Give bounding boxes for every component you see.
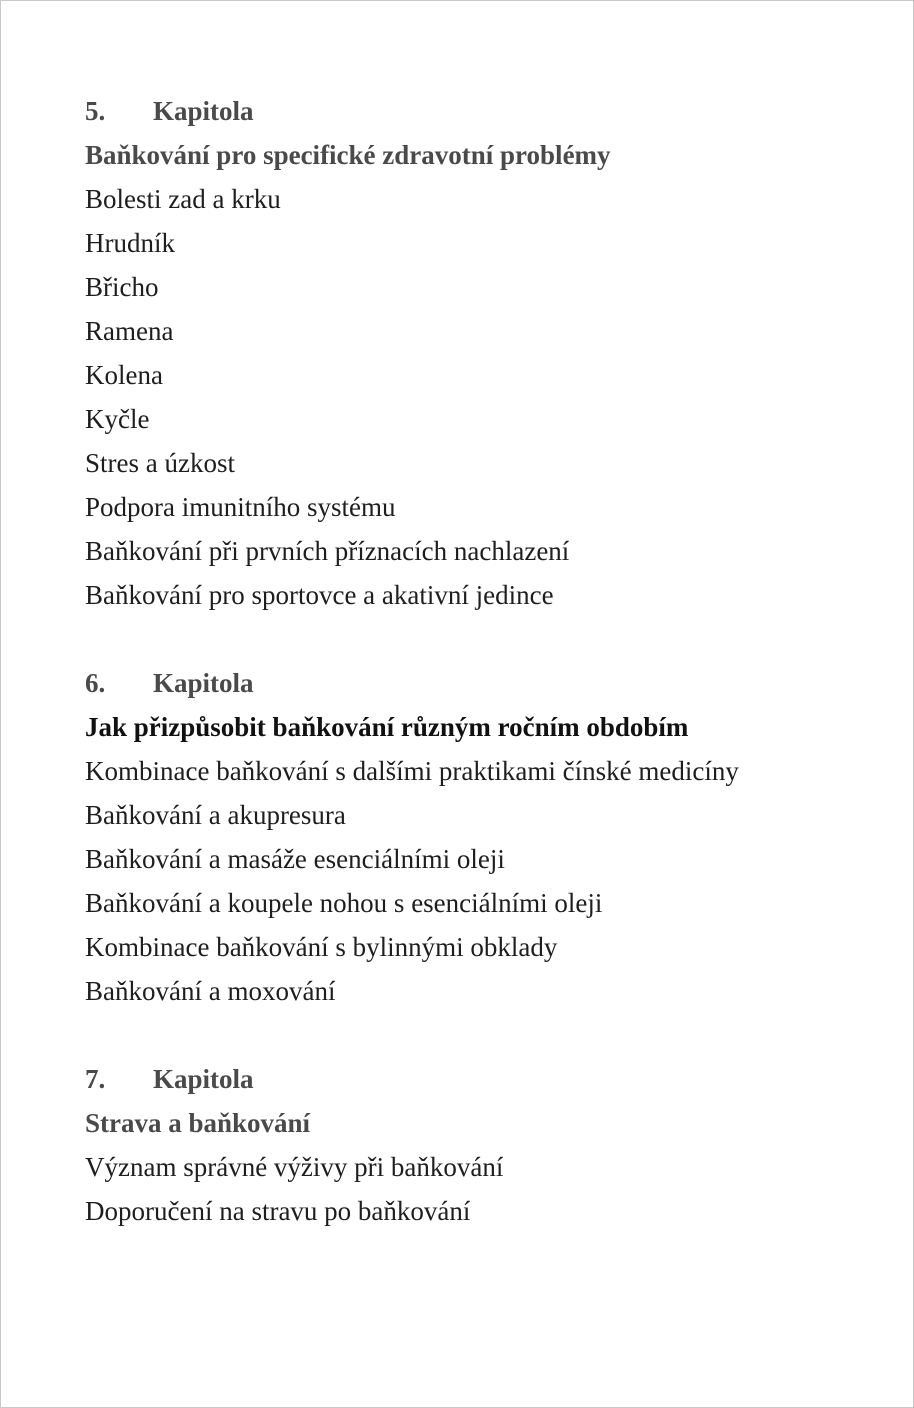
toc-entry: Kyčle bbox=[85, 404, 150, 434]
toc-entry: Kombinace baňkování s dalšími praktikami čínské medicíny bbox=[85, 756, 739, 786]
toc-entry: Význam správné výživy při baňkování bbox=[85, 1152, 504, 1182]
toc-entry: Podpora imunitního systému bbox=[85, 492, 396, 522]
table-of-contents bbox=[85, 89, 865, 1277]
toc-entry: Bolesti zad a krku bbox=[85, 184, 281, 214]
chapter-label: Kapitola bbox=[153, 668, 254, 698]
chapter-title: Jak přizpůsobit baňkování různým ročním obdobím bbox=[85, 712, 689, 742]
toc-entry: Břicho bbox=[85, 272, 159, 302]
toc-entry: Baňkování a moxování bbox=[85, 976, 336, 1006]
chapter-title: Baňkování pro specifické zdravotní problémy bbox=[85, 140, 611, 170]
chapter-6 bbox=[85, 661, 865, 1013]
toc-entry: Stres a úzkost bbox=[85, 448, 235, 478]
toc-entry: Baňkování pro sportovce a akativní jedince bbox=[85, 580, 554, 610]
toc-entry: Baňkování při prvních příznacích nachlazení bbox=[85, 536, 570, 566]
toc-entry: Kombinace baňkování s bylinnými obklady bbox=[85, 932, 558, 962]
toc-entry: Doporučení na stravu po baňkování bbox=[85, 1196, 471, 1226]
chapter-7 bbox=[85, 1057, 865, 1233]
toc-entry: Hrudník bbox=[85, 228, 175, 258]
chapter-5 bbox=[85, 89, 865, 617]
chapter-heading bbox=[85, 661, 865, 705]
chapter-heading bbox=[85, 89, 865, 133]
chapter-label: Kapitola bbox=[153, 1064, 254, 1094]
chapter-number: 5. bbox=[85, 96, 106, 126]
toc-entry: Baňkování a koupele nohou s esenciálními oleji bbox=[85, 888, 603, 918]
toc-entry: Baňkování a akupresura bbox=[85, 800, 346, 830]
chapter-heading bbox=[85, 1057, 865, 1101]
chapter-number: 6. bbox=[85, 668, 106, 698]
toc-entry: Kolena bbox=[85, 360, 163, 390]
chapter-label: Kapitola bbox=[153, 96, 254, 126]
chapter-title: Strava a baňkování bbox=[85, 1108, 311, 1138]
toc-entry: Ramena bbox=[85, 316, 174, 346]
chapter-number: 7. bbox=[85, 1064, 106, 1094]
toc-entry: Baňkování a masáže esenciálními oleji bbox=[85, 844, 505, 874]
